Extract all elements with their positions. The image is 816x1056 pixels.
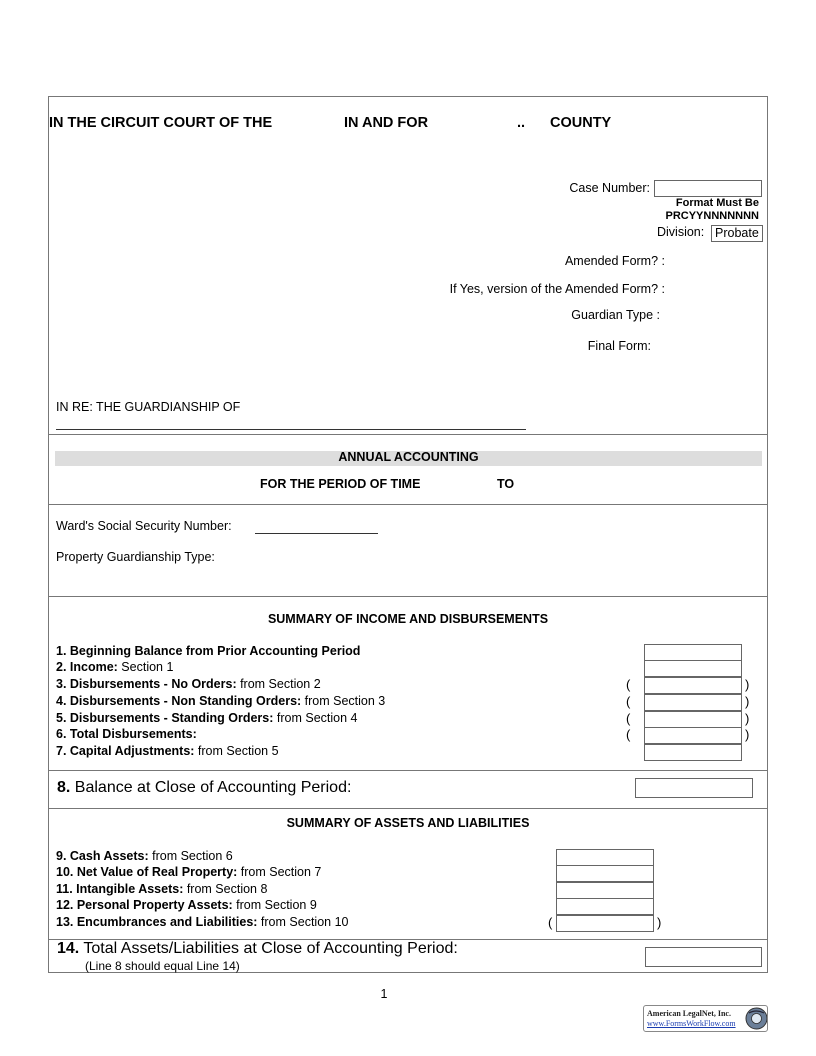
disb-non-standing-input[interactable]	[644, 694, 742, 711]
income-line-7: 7. Capital Adjustments: from Section 5	[56, 744, 279, 758]
income-line-6: 6. Total Disbursements:	[56, 727, 197, 741]
case-number-label: Case Number:	[569, 181, 650, 195]
final-form-label: Final Form:	[587, 339, 651, 353]
capital-adjust-input[interactable]	[644, 744, 742, 761]
format-note-line2: PRCYYNNNNNNN	[665, 210, 759, 222]
intangible-assets-input[interactable]	[556, 882, 654, 899]
divider	[48, 596, 768, 597]
paren-open: (	[548, 915, 553, 930]
county-heading: COUNTY	[550, 115, 612, 131]
page-number: 1	[380, 987, 388, 1001]
amended-version-label: If Yes, version of the Amended Form? :	[449, 282, 665, 296]
balance-input[interactable]	[635, 778, 753, 798]
logo-company: American LegalNet, Inc.	[647, 1009, 731, 1018]
disb-standing-input[interactable]	[644, 711, 742, 728]
paren-close: )	[745, 677, 750, 692]
paren-open: (	[626, 677, 631, 692]
paren-close: )	[745, 727, 750, 742]
liabilities-input[interactable]	[556, 915, 654, 932]
property-type-label: Property Guardianship Type:	[56, 550, 215, 564]
dots-heading: ..	[517, 115, 526, 131]
in-re-label: IN RE: THE GUARDIANSHIP OF	[56, 400, 241, 414]
in-and-for-heading: IN AND FOR	[344, 115, 429, 131]
disb-no-orders-input[interactable]	[644, 677, 742, 694]
asset-line-12: 12. Personal Property Assets: from Section 9	[56, 898, 317, 912]
asset-line-9: 9. Cash Assets: from Section 6	[56, 849, 233, 863]
guardianship-name-line[interactable]	[56, 429, 526, 430]
cash-assets-input[interactable]	[556, 849, 654, 866]
guardian-type-label: Guardian Type :	[571, 308, 660, 322]
personal-property-input[interactable]	[556, 898, 654, 915]
paren-open: (	[626, 711, 631, 726]
format-note-line1: Format Must Be	[675, 197, 759, 209]
period-label: FOR THE PERIOD OF TIME	[260, 477, 421, 491]
income-line-2: 2. Income: Section 1	[56, 660, 174, 674]
division-label: Division:	[657, 225, 705, 239]
amended-form-label: Amended Form? :	[564, 254, 665, 268]
balance-label: 8. Balance at Close of Accounting Period:	[57, 779, 352, 796]
period-to-label: TO	[497, 477, 515, 491]
case-number-input[interactable]	[654, 180, 762, 197]
court-heading: IN THE CIRCUIT COURT OF THE	[49, 115, 273, 131]
paren-close: )	[745, 711, 750, 726]
divider	[48, 434, 768, 435]
income-line-3: 3. Disbursements - No Orders: from Section 2	[56, 677, 321, 691]
total-disb-input[interactable]	[644, 727, 742, 744]
asset-line-11: 11. Intangible Assets: from Section 8	[56, 882, 268, 896]
total-note: (Line 8 should equal Line 14)	[85, 959, 240, 973]
paren-open: (	[626, 694, 631, 709]
globe-logo-icon	[745, 1007, 768, 1030]
divider	[48, 808, 768, 809]
divider	[48, 504, 768, 505]
income-input[interactable]	[644, 660, 742, 677]
ward-ssn-line[interactable]	[255, 533, 378, 534]
income-summary-title: SUMMARY OF INCOME AND DISBURSEMENTS	[267, 612, 549, 626]
logo-box[interactable]	[643, 1005, 768, 1032]
asset-line-10: 10. Net Value of Real Property: from Section 7	[56, 865, 322, 879]
logo-url: www.FormsWorkFlow.com	[647, 1019, 736, 1028]
asset-line-13: 13. Encumbrances and Liabilities: from Section 10	[56, 915, 349, 929]
total-label: 14. Total Assets/Liabilities at Close of Accounting Period:	[57, 940, 458, 957]
divider	[48, 770, 768, 771]
income-line-1: 1. Beginning Balance from Prior Accounting Period	[56, 644, 361, 658]
income-line-5: 5. Disbursements - Standing Orders: from Section 4	[56, 711, 358, 725]
ward-ssn-label: Ward's Social Security Number:	[56, 519, 232, 533]
beginning-balance-input[interactable]	[644, 644, 742, 661]
total-input[interactable]	[645, 947, 762, 967]
paren-close: )	[657, 915, 662, 930]
paren-close: )	[745, 694, 750, 709]
annual-accounting-title: ANNUAL ACCOUNTING	[338, 450, 479, 464]
real-property-input[interactable]	[556, 865, 654, 882]
income-line-4: 4. Disbursements - Non Standing Orders: from Section 3	[56, 694, 386, 708]
assets-summary-title: SUMMARY OF ASSETS AND LIABILITIES	[286, 816, 530, 830]
division-field[interactable]: Probate	[711, 225, 763, 242]
paren-open: (	[626, 727, 631, 742]
